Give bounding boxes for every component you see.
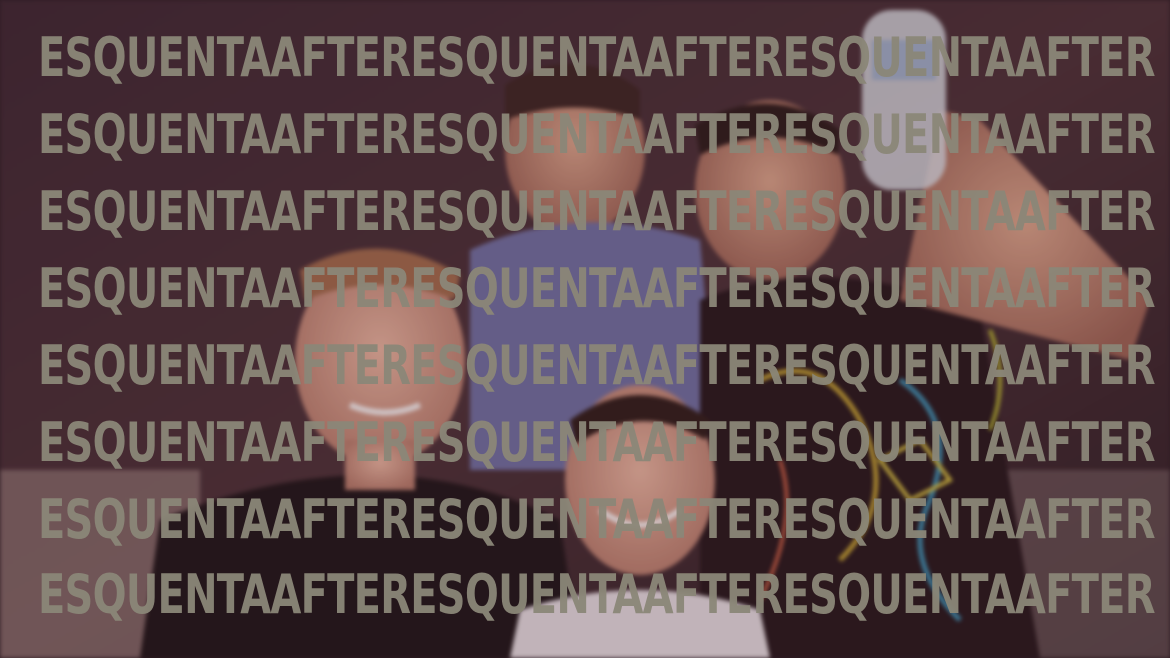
overlay-word: AFTER — [1014, 487, 1155, 551]
overlay-row — [38, 559, 1155, 629]
overlay-word: ESQUENTA — [38, 562, 271, 626]
overlay-word: AFTER — [1014, 562, 1155, 626]
overlay-word: AFTER — [642, 256, 783, 320]
overlay-word: ESQUENTA — [38, 410, 271, 474]
overlay-word: AFTER — [270, 410, 411, 474]
overlay-row — [38, 407, 1155, 477]
overlay-word: AFTER — [1014, 25, 1155, 89]
overlay-word: AFTER — [642, 25, 783, 89]
overlay-word: AFTER — [642, 562, 783, 626]
overlay-word: ESQUENTA — [782, 25, 1015, 89]
overlay-word: ESQUENTA — [782, 562, 1015, 626]
overlay-row — [38, 176, 1155, 246]
overlay-row — [38, 330, 1155, 400]
overlay-row — [38, 22, 1155, 92]
overlay-word: AFTER — [270, 102, 411, 166]
overlay-word: ESQUENTA — [38, 333, 271, 397]
overlay-word: AFTER — [270, 256, 411, 320]
overlay-row — [38, 99, 1155, 169]
overlay-word: ESQUENTA — [410, 25, 643, 89]
overlay-word: ESQUENTA — [410, 410, 643, 474]
overlay-word: AFTER — [270, 487, 411, 551]
overlay-word: ESQUENTA — [410, 333, 643, 397]
overlay-word: ESQUENTA — [782, 179, 1015, 243]
overlay-word: ESQUENTA — [782, 256, 1015, 320]
overlay-word: AFTER — [270, 562, 411, 626]
overlay-word: ESQUENTA — [410, 179, 643, 243]
overlay-word: AFTER — [642, 410, 783, 474]
overlay-word: ESQUENTA — [410, 562, 643, 626]
overlay-row — [38, 253, 1155, 323]
overlay-word: AFTER — [1014, 333, 1155, 397]
overlay-word: AFTER — [1014, 102, 1155, 166]
overlay-word: ESQUENTA — [38, 25, 271, 89]
overlay-word: ESQUENTA — [782, 487, 1015, 551]
overlay-word: ESQUENTA — [782, 102, 1015, 166]
overlay-word: ESQUENTA — [782, 410, 1015, 474]
overlay-row — [38, 484, 1155, 554]
overlay-word: ESQUENTA — [38, 179, 271, 243]
overlay-word: AFTER — [270, 179, 411, 243]
overlay-word: ESQUENTA — [38, 102, 271, 166]
overlay-word: AFTER — [642, 179, 783, 243]
overlay-word: ESQUENTA — [410, 102, 643, 166]
overlay-word: AFTER — [1014, 256, 1155, 320]
overlay-word: AFTER — [1014, 410, 1155, 474]
overlay-word: AFTER — [642, 487, 783, 551]
overlay-word: ESQUENTA — [38, 256, 271, 320]
overlay-word: ESQUENTA — [410, 256, 643, 320]
overlay-word: AFTER — [270, 25, 411, 89]
overlay-word: AFTER — [1014, 179, 1155, 243]
overlay-word: AFTER — [642, 102, 783, 166]
overlay-word: ESQUENTA — [410, 487, 643, 551]
overlay-word: ESQUENTA — [782, 333, 1015, 397]
overlay-word: AFTER — [270, 333, 411, 397]
overlay-word: AFTER — [642, 333, 783, 397]
overlay-word: ESQUENTA — [38, 487, 271, 551]
